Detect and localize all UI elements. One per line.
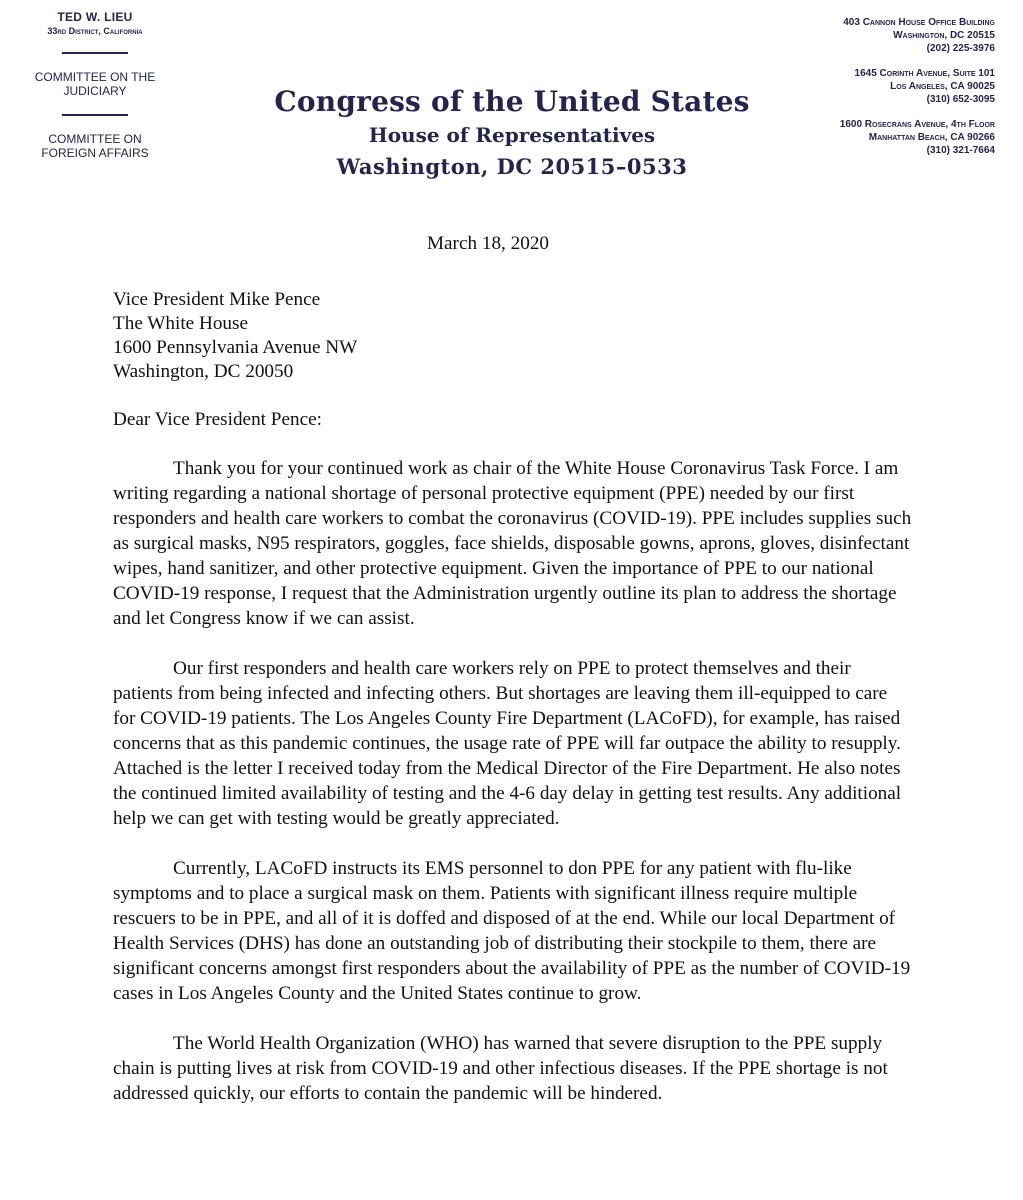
paragraph: Our first responders and health care workers rely on PPE to protect themselves and their patients from being infected and infecting others. But shortages are leaving them ill-equipped to care for COVID-19 patients. The Los Angeles County Fire Department (LACoFD), for example, has raised concerns that as this pandemic continues, the usage rate of PPE will far outpace the ability to resupply. Attached is the letter I received today from the Medical Director of the Fire Department. He also notes the continued limited availability of testing and the 4-6 day delay in getting test results. Any additional help we can get with testing would be greatly appreciated. (113, 658, 902, 829)
paragraph: The World Health Organization (WHO) has warned that severe disruption to the PPE supply chain is putting lives at risk from COVID-19 and other infectious diseases. If the PPE shortage is not addressed quickly, our efforts to contain the pandemic will be hindered. (113, 1033, 888, 1104)
recipient-city: Washington, DC 20050 (113, 361, 294, 382)
office-line: 1600 Rosecrans Avenue, 4th Floor (839, 119, 995, 130)
recipient-name: Vice President Mike Pence (113, 289, 321, 310)
office-manhattan-beach (790, 118, 995, 157)
congress-masthead (262, 84, 762, 183)
committee-judiciary: COMMITTEE ON THE JUDICIARY (34, 70, 156, 98)
office-phone: (202) 225-3976 (926, 43, 995, 54)
office-line: Washington, DC 20515 (893, 30, 995, 41)
office-line: Manhattan Beach, CA 90266 (868, 132, 995, 143)
congress-title: Congress of the United States (274, 85, 750, 118)
office-dc (790, 16, 995, 55)
capital-address: Washington, DC 20515–0533 (336, 154, 688, 179)
letter-body (113, 232, 913, 1106)
salutation: Dear Vice President Pence: (113, 409, 322, 430)
office-los-angeles (790, 67, 995, 106)
letterhead (0, 0, 1023, 205)
office-addresses (790, 16, 995, 169)
header-divider (62, 114, 128, 116)
paragraph: Currently, LACoFD instructs its EMS personnel to don PPE for any patient with flu-like symptoms and to place a surgical mask on them. Patients with significant illness require multiple rescuers to be in PPE, and all of it is doffed and disposed of at the end. While our local Department of Health Services (DHS) has done an outstanding job of distributing their stockpile to them, there are significant concerns amongst first responders about the availability of PPE as the number of COVID-19 cases in Los Angeles County and the United States continue to grow. (113, 858, 911, 1004)
recipient-office: The White House (113, 313, 248, 334)
house-title: House of Representatives (368, 123, 656, 147)
office-line: Los Angeles, CA 90025 (890, 81, 995, 92)
office-line: 1645 Corinth Avenue, Suite 101 (854, 68, 995, 79)
member-info (20, 10, 170, 160)
recipient-street: 1600 Pennsylvania Avenue NW (113, 337, 358, 358)
member-district: 33rd District, California (47, 26, 143, 36)
office-phone: (310) 652-3095 (926, 94, 995, 105)
committee-foreign-affairs: COMMITTEE ON FOREIGN AFFAIRS (41, 132, 149, 160)
member-name: TED W. LIEU (57, 10, 133, 24)
header-divider (62, 52, 128, 54)
office-line: 403 Cannon House Office Building (843, 17, 995, 28)
recipient-address (113, 288, 913, 384)
paragraph: Thank you for your continued work as chair of the White House Coronavirus Task Force. I am writing regarding a national shortage of personal protective equipment (PPE) needed by our first responders and health care workers to combat the coronavirus (COVID-19). PPE includes supplies such as surgical masks, N95 respirators, goggles, face shields, disposable gowns, aprons, gloves, disinfectant wipes, hand sanitizer, and other protective equipment. Given the importance of PPE to our national COVID-19 response, I request that the Administration urgently outline its plan to address the shortage and let Congress know if we can assist. (113, 458, 912, 629)
office-phone: (310) 321-7664 (926, 145, 995, 156)
letter-date: March 18, 2020 (426, 233, 550, 254)
